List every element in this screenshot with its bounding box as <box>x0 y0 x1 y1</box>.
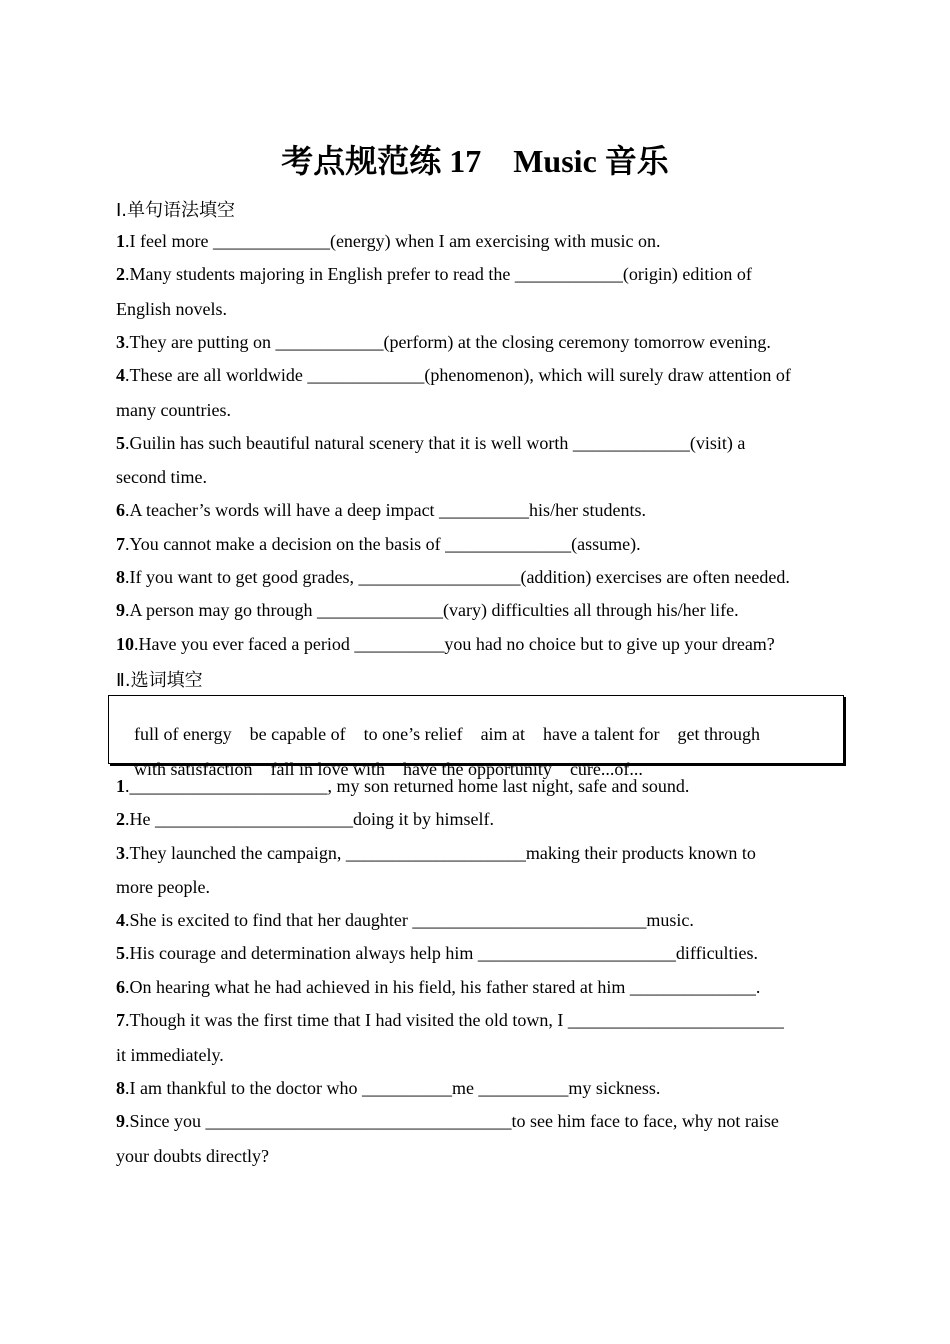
item-number: 6 <box>116 500 125 520</box>
s1-item-10 <box>116 633 775 655</box>
s2-item-2 <box>116 808 494 830</box>
word-bank-phrase: get through <box>677 724 760 744</box>
s1-item-8 <box>116 566 790 588</box>
word-bank-box <box>108 695 844 779</box>
item-number: 8 <box>116 1078 125 1098</box>
item-text: .Though it was the first time that I had visited the old town, I ________________________ <box>125 1010 784 1030</box>
item-text: .You cannot make a decision on the basis of ______________(assume). <box>125 534 641 554</box>
item-text: .His courage and determination always help him ______________________difficulties. <box>125 943 759 963</box>
item-text: .A person may go through ______________(vary) difficulties all through his/her life. <box>125 600 739 620</box>
s2-item-6 <box>116 976 760 998</box>
word-bank-phrase: fall in love with <box>270 759 385 779</box>
s2-item-8 <box>116 1077 660 1099</box>
word-bank-phrase: full of energy <box>134 724 232 744</box>
s2-item-3-cont: more people. <box>116 877 210 897</box>
item-number: 2 <box>116 264 125 284</box>
s1-item-4-cont: many countries. <box>116 400 231 420</box>
item-number: 1 <box>116 231 125 251</box>
section1-heading: Ⅰ.单句语法填空 <box>116 200 236 221</box>
item-text: .On hearing what he had achieved in his field, his father stared at him ______________. <box>125 977 761 997</box>
item-text: .Have you ever faced a period __________you had no choice but to give up your dream? <box>134 634 775 654</box>
s2-item-3 <box>116 842 756 864</box>
word-bank-phrase: be capable of <box>249 724 346 744</box>
word-bank-phrase: cure...of... <box>569 759 643 779</box>
item-number: 6 <box>116 977 125 997</box>
section2-heading: Ⅱ.选词填空 <box>116 670 203 691</box>
s2-item-7 <box>116 1009 784 1031</box>
s1-item-5 <box>116 432 745 454</box>
page-title: 考点规范练 17 Music 音乐 <box>281 143 669 179</box>
word-bank-phrase: have a talent for <box>543 724 660 744</box>
item-text: .They are putting on ____________(perform) at the closing ceremony tomorrow evening. <box>125 332 771 352</box>
item-text: .I am thankful to the doctor who __________me __________my sickness. <box>125 1078 661 1098</box>
item-number: 4 <box>116 365 125 385</box>
item-number: 3 <box>116 843 125 863</box>
item-number: 3 <box>116 332 125 352</box>
item-text: .______________________, my son returned home last night, safe and sound. <box>125 776 690 796</box>
s1-item-2 <box>116 263 752 285</box>
item-number: 1 <box>116 776 125 796</box>
s1-item-5-cont: second time. <box>116 467 207 487</box>
word-bank-phrase: have the opportunity <box>402 759 552 779</box>
word-bank-phrase: to one’s relief <box>363 724 463 744</box>
s1-item-6 <box>116 499 646 521</box>
item-text: .Many students majoring in English prefer to read the ____________(origin) edition of <box>125 264 752 284</box>
item-text: .A teacher’s words will have a deep impact __________his/her students. <box>125 500 647 520</box>
item-number: 10 <box>116 634 134 654</box>
item-number: 9 <box>116 600 125 620</box>
word-bank-phrase: aim at <box>480 724 526 744</box>
s2-item-1 <box>116 775 689 797</box>
item-number: 4 <box>116 910 125 930</box>
item-number: 2 <box>116 809 125 829</box>
item-text: .She is excited to find that her daughter __________________________music. <box>125 910 694 930</box>
s1-item-4 <box>116 364 791 386</box>
s1-item-7 <box>116 533 641 555</box>
s2-item-9-cont: your doubts directly? <box>116 1146 269 1166</box>
item-text: .Since you __________________________________to see him face to face, why not raise <box>125 1111 779 1131</box>
item-text: .He ______________________doing it by himself. <box>125 809 494 829</box>
item-number: 9 <box>116 1111 125 1131</box>
item-text: .They launched the campaign, ____________________making their products known to <box>125 843 756 863</box>
item-text: .If you want to get good grades, __________________(addition) exercises are often needed. <box>125 567 790 587</box>
s2-item-4 <box>116 909 694 931</box>
s1-item-9 <box>116 599 739 621</box>
item-number: 5 <box>116 433 125 453</box>
item-number: 7 <box>116 534 125 554</box>
s1-item-3 <box>116 331 771 353</box>
item-text: .Guilin has such beautiful natural scenery that it is well worth _____________(visit) a <box>125 433 746 453</box>
word-bank-phrase: with satisfaction <box>134 759 253 779</box>
s2-item-9 <box>116 1110 779 1132</box>
item-number: 5 <box>116 943 125 963</box>
s1-item-1 <box>116 230 661 252</box>
item-number: 7 <box>116 1010 125 1030</box>
s2-item-7-cont: it immediately. <box>116 1045 224 1065</box>
s1-item-2-cont: English novels. <box>116 299 227 319</box>
item-text: .I feel more _____________(energy) when I am exercising with music on. <box>125 231 661 251</box>
item-number: 8 <box>116 567 125 587</box>
item-text: .These are all worldwide _____________(phenomenon), which will surely draw attention of <box>125 365 791 385</box>
s2-item-5 <box>116 942 758 964</box>
